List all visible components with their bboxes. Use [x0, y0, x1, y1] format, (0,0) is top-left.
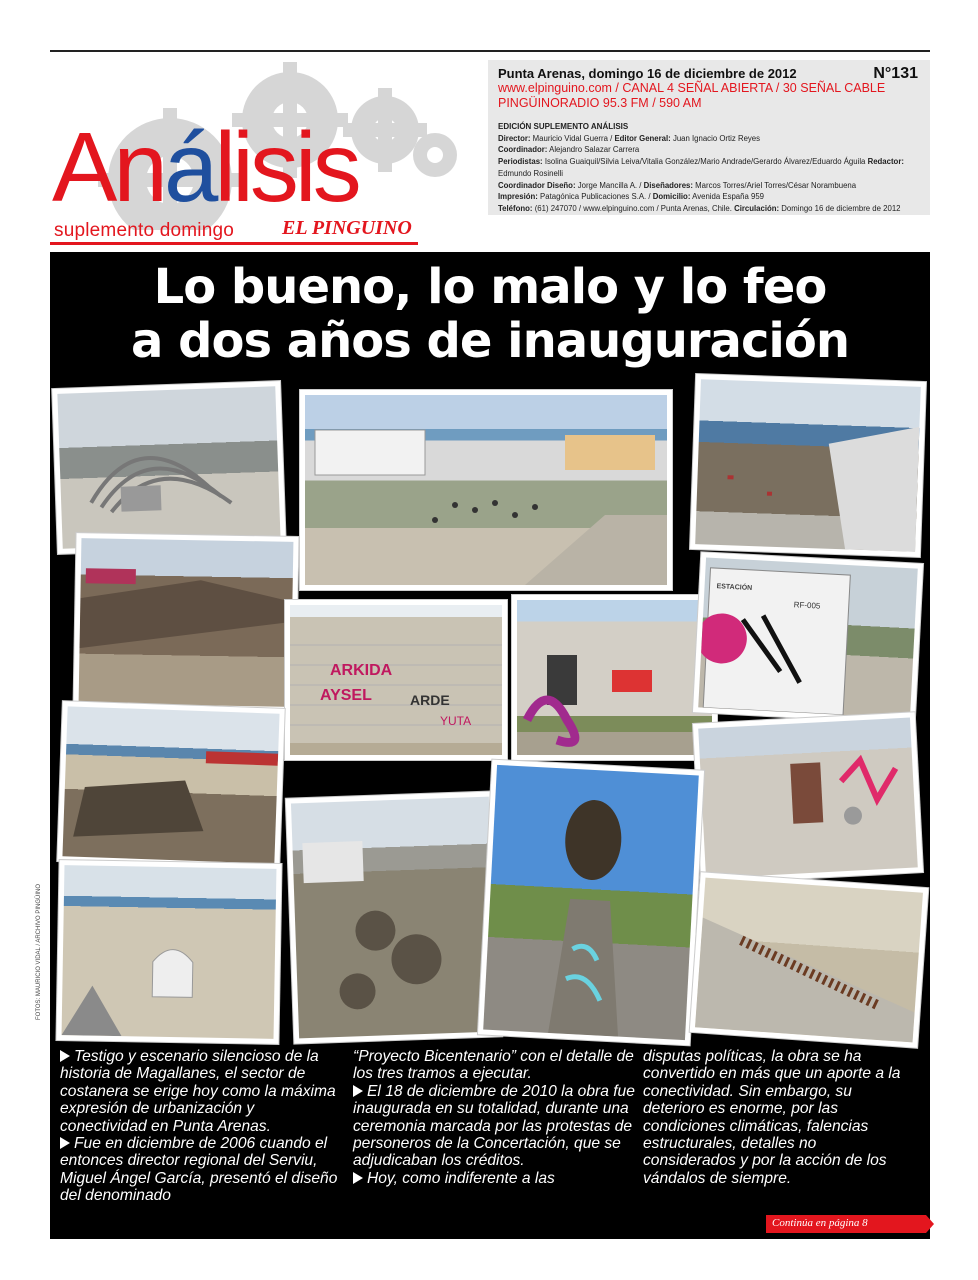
media-line-1: www.elpinguino.com / CANAL 4 SEÑAL ABIERTA / 30 SEÑAL CABLE	[498, 81, 886, 95]
photo-graffiti-barrier	[693, 712, 923, 883]
bullet-triangle-icon	[353, 1172, 363, 1184]
station-sign-code: RF-005	[793, 600, 821, 611]
bullet-triangle-icon	[60, 1137, 70, 1149]
photo-sculpture	[52, 381, 286, 554]
analisis-logo: Análisis	[52, 112, 358, 222]
credit-line: Teléfono: (61) 247070 / www.elpinguino.com / Punta Arenas, Chile. Circulación: Domingo 16 de diciembre de 2012	[498, 203, 901, 213]
graffiti-tag: AYSEL	[320, 687, 372, 704]
paragraph: disputas políticas, la obra se ha convertido en más que un aporte a la conectividad. Sin embargo, su deterioro es enorme, por las condiciones climáticas, falencias estructurales, detalles no considerados y por la acción de los vándalos de siempre.	[643, 1048, 901, 1187]
issue-number: N°131	[873, 65, 918, 82]
credit-line: Impresión: Patagónica Publicaciones S.A. / Domicilio: Avenida España 959	[498, 192, 764, 202]
body-column-1	[60, 1048, 342, 1205]
date-line: Punta Arenas, domingo 16 de diciembre de 2012	[498, 66, 797, 81]
photo-station-sign	[693, 552, 923, 723]
supplement-subtitle: suplemento domingo	[54, 220, 234, 241]
photo-credit: FOTOS: MAURICIO VIDAL / ARCHIVO PINGÜINO	[36, 883, 42, 1020]
masthead-info-box	[488, 60, 930, 215]
graffiti-tag: ARKIDA	[330, 662, 393, 679]
masthead-underline	[50, 242, 418, 245]
graffiti-tag: YUTA	[440, 714, 472, 728]
photo-rubble-field	[286, 791, 502, 1043]
photo-bust-monument	[478, 760, 704, 1046]
photo-graffiti-wall-1	[285, 600, 507, 760]
paragraph: “Proyecto Bicentenario” con el detalle de los tres tramos a ejecutar.	[353, 1048, 634, 1083]
headline-line-2: a dos años de inauguración	[131, 313, 849, 369]
continues-on-page-tag: Continúa en página 8	[766, 1215, 926, 1233]
photo-debris-shore	[690, 374, 926, 557]
graffiti-tag: ARDE	[410, 692, 450, 708]
body-column-2	[353, 1048, 635, 1187]
staff-credits	[498, 121, 920, 215]
media-line-2: PINGÜINORADIO 95.3 FM / 590 AM	[498, 96, 702, 110]
credit-line: Coordinador: Alejandro Salazar Carrera	[498, 145, 640, 155]
credit-line: Coordinador Diseño: Jorge Mancilla A. / Diseñadores: Marcos Torres/Ariel Torres/César Norambuena	[498, 180, 857, 190]
photo-graffiti-wall-2	[512, 595, 717, 760]
photo-damaged-promenade	[73, 533, 298, 712]
top-rule	[50, 50, 930, 52]
paragraph: Hoy, como indiferente a las	[353, 1170, 635, 1187]
photo-waterfront-crowd	[300, 390, 672, 590]
body-column-3	[643, 1048, 913, 1187]
photo-eroded-ledge	[690, 872, 929, 1048]
bullet-triangle-icon	[353, 1085, 363, 1097]
station-sign-text: ESTACIÓN	[716, 583, 753, 593]
paragraph: El 18 de diciembre de 2010 la obra fue inaugurada en su totalidad, durante una ceremonia marcada por las protestas de personeros de la Concertación, que se adjudicaban los créditos.	[353, 1082, 635, 1170]
edition-label: EDICIÓN SUPLEMENTO ANÁLISIS	[498, 122, 629, 131]
credit-line: Periodistas: Isolina Guaiquil/Silvia Leiva/Vitalia González/Mario Andrade/Gerardo Álvarez/Eduardo Águila Redactor: Edmundo Rosinelli	[498, 157, 904, 178]
photo-beach-drain	[56, 860, 281, 1044]
paragraph: Fue en diciembre de 2006 cuando el entonces director regional del Serviu, Miguel Ángel García, presentó el diseño del denominado	[60, 1135, 338, 1205]
el-pinguino-brand: EL PINGUINO	[282, 217, 412, 239]
bullet-triangle-icon	[60, 1050, 70, 1062]
headline-line-1: Lo bueno, lo malo y lo feo	[153, 259, 827, 315]
headline	[50, 260, 930, 368]
paragraph: Testigo y escenario silencioso de la historia de Magallanes, el sector de costanera se erige hoy como la máxima expresión de urbanización y conectividad en Punta Arenas.	[60, 1048, 336, 1135]
credit-line: Director: Mauricio Vidal Guerra / Editor General: Juan Ignacio Ortiz Reyes	[498, 133, 761, 143]
photo-collapsed-shore	[57, 701, 284, 869]
